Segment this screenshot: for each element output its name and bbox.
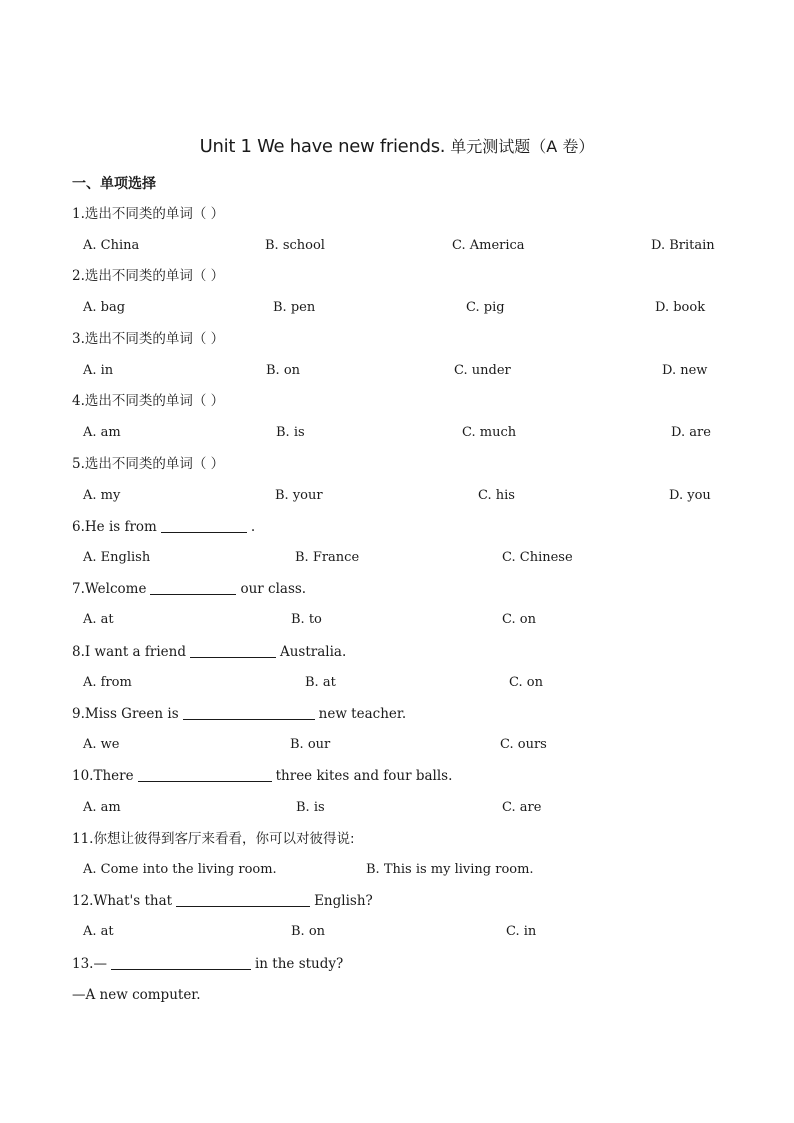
q1-option-a[interactable]: A. China <box>83 238 140 253</box>
question-number: 1. <box>72 206 85 222</box>
question-number: 13. <box>72 956 94 972</box>
q8-option-a[interactable]: A. from <box>83 675 132 690</box>
q5-option-b[interactable]: B. your <box>275 488 323 503</box>
question-3 <box>72 329 224 349</box>
q8-option-b[interactable]: B. at <box>305 675 336 690</box>
q12-option-b[interactable]: B. on <box>291 924 326 939</box>
answer-blank[interactable] <box>190 643 276 658</box>
question-number: 5. <box>72 456 85 472</box>
question-7 <box>72 579 306 599</box>
section-heading: 一、单项选择 <box>72 176 156 192</box>
q11-option-b[interactable]: B. This is my living room. <box>366 862 534 877</box>
q7-option-a[interactable]: A. at <box>83 612 114 627</box>
question-number: 2. <box>72 268 85 284</box>
question-text-before: Welcome <box>84 581 147 597</box>
q5-option-c[interactable]: C. his <box>478 488 515 503</box>
question-number: 10. <box>72 768 94 784</box>
question-8 <box>72 642 346 662</box>
q12-option-a[interactable]: A. at <box>83 924 114 939</box>
answer-blank[interactable] <box>138 767 272 782</box>
q10-option-a[interactable]: A. am <box>83 800 121 815</box>
question-4 <box>72 391 224 411</box>
q7-option-b[interactable]: B. to <box>291 612 322 627</box>
question-9 <box>72 704 406 724</box>
q3-option-c[interactable]: C. under <box>454 363 511 378</box>
question-number: 7. <box>72 581 85 597</box>
q9-option-a[interactable]: A. we <box>83 737 120 752</box>
question-11 <box>72 829 355 849</box>
q3-option-a[interactable]: A. in <box>83 363 114 378</box>
q3-option-d[interactable]: D. new <box>662 363 708 378</box>
q7-option-c[interactable]: C. on <box>502 612 536 627</box>
q4-option-b[interactable]: B. is <box>276 425 305 440</box>
question-text-after: . <box>250 519 256 535</box>
q10-option-b[interactable]: B. is <box>296 800 325 815</box>
question-number: 4. <box>72 393 85 409</box>
question-1 <box>72 204 224 224</box>
question-number: 11. <box>72 831 94 847</box>
question-text-after: new teacher. <box>318 706 407 722</box>
q2-option-a[interactable]: A. bag <box>83 300 126 315</box>
question-text-before: — <box>93 956 107 972</box>
q9-option-c[interactable]: C. ours <box>500 737 547 752</box>
question-text: 你想让彼得到客厅来看看，你可以对彼得说: <box>93 831 355 847</box>
question-12 <box>72 891 373 911</box>
question-text-after: English? <box>314 893 373 909</box>
q6-option-c[interactable]: C. Chinese <box>502 550 573 565</box>
q8-option-c[interactable]: C. on <box>509 675 543 690</box>
question-text-after: Australia. <box>279 644 347 660</box>
q1-option-b[interactable]: B. school <box>265 238 325 253</box>
q11-option-a[interactable]: A. Come into the living room. <box>83 862 277 877</box>
question-text-after: in the study? <box>254 956 344 972</box>
answer-blank[interactable] <box>161 518 247 533</box>
question-text: 选出不同类的单词（ ） <box>84 268 225 284</box>
question-text-after: three kites and four balls. <box>275 768 453 784</box>
answer-blank[interactable] <box>150 580 236 595</box>
question-text-before: Miss Green is <box>84 706 179 722</box>
answer-line: —A new computer. <box>72 987 201 1003</box>
question-6 <box>72 517 255 537</box>
answer-blank[interactable] <box>183 705 315 720</box>
question-text-before: What's that <box>93 893 173 909</box>
q5-option-a[interactable]: A. my <box>83 488 121 503</box>
q5-option-d[interactable]: D. you <box>669 488 711 503</box>
question-text: 选出不同类的单词（ ） <box>84 393 225 409</box>
q3-option-b[interactable]: B. on <box>266 363 301 378</box>
q4-option-c[interactable]: C. much <box>462 425 517 440</box>
question-text-after: our class. <box>240 581 307 597</box>
question-number: 9. <box>72 706 85 722</box>
question-number: 6. <box>72 519 85 535</box>
question-number: 3. <box>72 331 85 347</box>
q10-option-c[interactable]: C. are <box>502 800 542 815</box>
q6-option-b[interactable]: B. France <box>295 550 360 565</box>
page-title <box>0 134 794 157</box>
answer-blank[interactable] <box>111 955 251 970</box>
q6-option-a[interactable]: A. English <box>83 550 151 565</box>
title-chinese: 单元测试题（A 卷） <box>445 137 595 156</box>
question-text: 选出不同类的单词（ ） <box>84 206 225 222</box>
question-2 <box>72 266 224 286</box>
q2-option-c[interactable]: C. pig <box>466 300 505 315</box>
q2-option-d[interactable]: D. book <box>655 300 706 315</box>
question-text: 选出不同类的单词（ ） <box>84 456 225 472</box>
question-text-before: There <box>93 768 134 784</box>
q4-option-d[interactable]: D. are <box>671 425 711 440</box>
question-text-before: He is from <box>84 519 157 535</box>
question-13 <box>72 954 343 974</box>
question-10 <box>72 766 452 786</box>
question-number: 8. <box>72 644 85 660</box>
answer-blank[interactable] <box>176 892 310 907</box>
question-text: 选出不同类的单词（ ） <box>84 331 225 347</box>
q2-option-b[interactable]: B. pen <box>273 300 316 315</box>
q4-option-a[interactable]: A. am <box>83 425 121 440</box>
question-5 <box>72 454 224 474</box>
question-number: 12. <box>72 893 94 909</box>
title-english: Unit 1 We have new friends. <box>199 136 446 157</box>
question-text-before: I want a friend <box>84 644 186 660</box>
q12-option-c[interactable]: C. in <box>506 924 537 939</box>
q1-option-d[interactable]: D. Britain <box>651 238 715 253</box>
q9-option-b[interactable]: B. our <box>290 737 331 752</box>
q1-option-c[interactable]: C. America <box>452 238 525 253</box>
